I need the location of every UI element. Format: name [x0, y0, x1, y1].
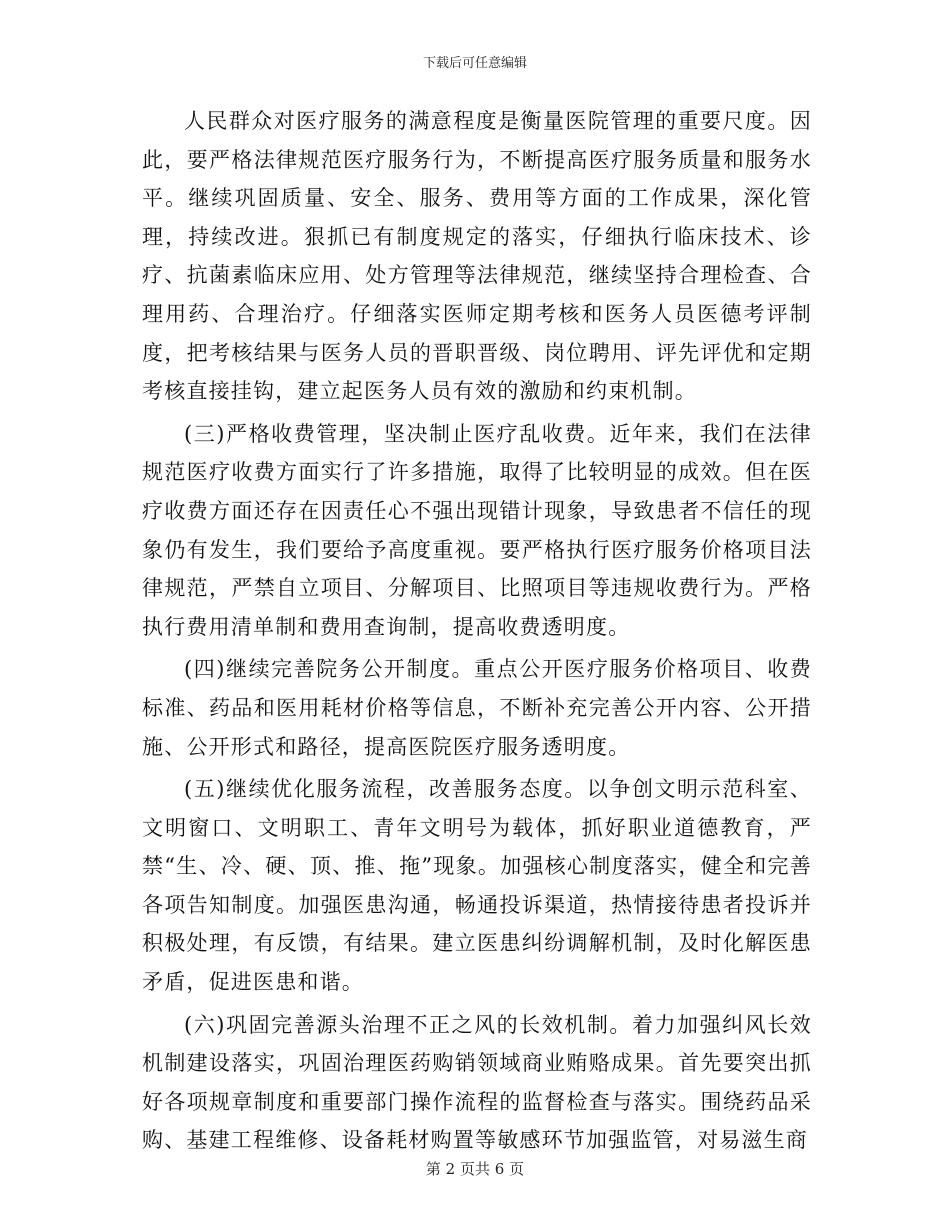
page-header: 下载后可任意编辑 — [422, 56, 527, 71]
page-number: 第 2 页共 6 页 — [425, 1160, 525, 1178]
paragraph-4: (五)继续优化服务流程，改善服务态度。以争创文明示范科室、文明窗口、文明职工、青年文明号为载体，抓好职业道德教育，严禁“生、冷、硬、顶、推、拖”现象。加强核心制度落实，健全和完善各项告知制度。加强医患沟通，畅通投诉渠道，热情接待患者投诉并积极处理，有反馈，有结果。建立医患纠纷调解机制，及时化解医患矛盾，促进医患和谐。 — [142, 777, 812, 995]
document-body — [142, 102, 812, 1164]
paragraph-3: (四)继续完善院务公开制度。重点公开医疗服务价格项目、收费标准、药品和医用耗材价格等信息，不断补充完善公开内容、公开措施、公开形式和路径，提高医院医疗服务透明度。 — [142, 657, 812, 759]
paragraph-1: 人民群众对医疗服务的满意程度是衡量医院管理的重要尺度。因此，要严格法律规范医疗服务行为，不断提高医疗服务质量和服务水平。继续巩固质量、安全、服务、费用等方面的工作成果，深化管理，持续改进。狠抓已有制度规定的落实，仔细执行临床技术、诊疗、抗菌素临床应用、处方管理等法律规范，继续坚持合理检查、合理用药、合理治疗。仔细落实医师定期考核和医务人员医德考评制度，把考核结果与医务人员的晋职晋级、岗位聘用、评先评优和定期考核直接挂钩，建立起医务人员有效的激励和约束机制。 — [142, 109, 812, 404]
paragraph-2: (三)严格收费管理，坚决制止医疗乱收费。近年来，我们在法律规范医疗收费方面实行了许多措施，取得了比较明显的成效。但在医疗收费方面还存在因责任心不强出现错计现象，导致患者不信任的现象仍有发生，我们要给予高度重视。要严格执行医疗服务价格项目法律规范，严禁自立项目、分解项目、比照项目等违规收费行为。严格执行费用清单制和费用查询制，提高收费透明度。 — [142, 421, 812, 639]
paragraph-5: (六)巩固完善源头治理不正之风的长效机制。着力加强纠风长效机制建设落实，巩固治理医药购销领域商业贿赂成果。首先要突出抓好各项规章制度和重要部门操作流程的监督检查与落实。围绕药品采购、基建工程维修、设备耗材购置等敏感环节加强监管，对易滋生商 — [142, 1012, 812, 1153]
